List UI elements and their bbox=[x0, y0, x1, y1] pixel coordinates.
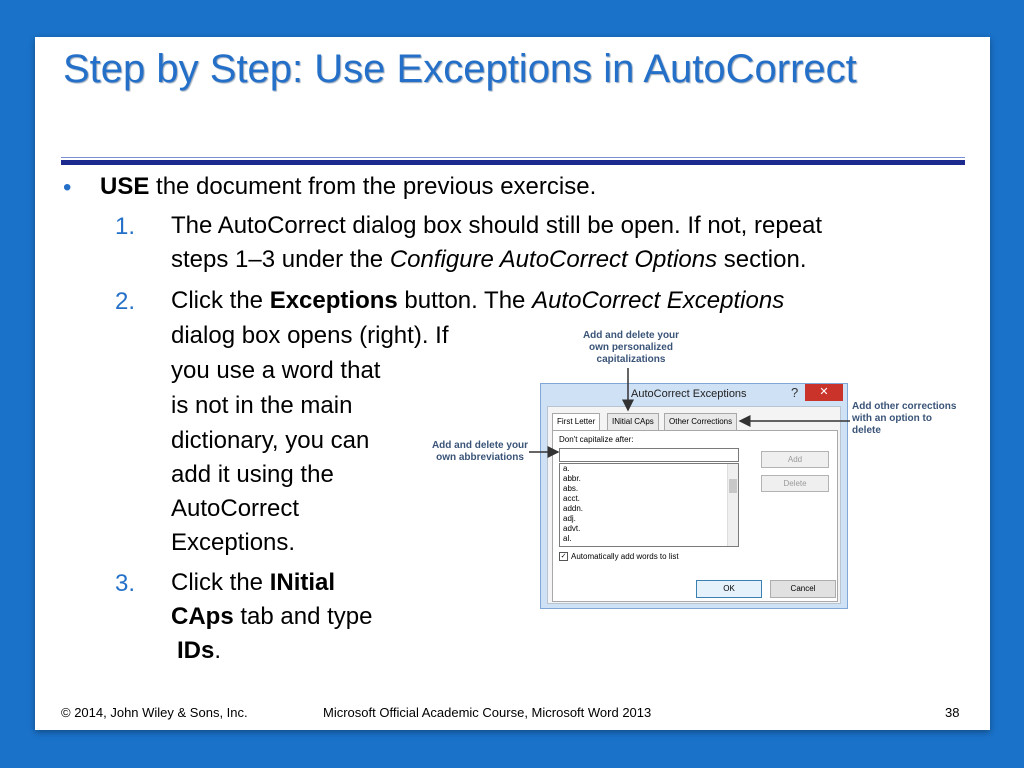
step-3-line-2-c: tab and type bbox=[233, 603, 373, 630]
step-2-line-1-a: Click the bbox=[171, 287, 270, 314]
step-2-line-3: you use a word that bbox=[171, 357, 381, 384]
bullet-rest: the document from the previous exercise. bbox=[149, 173, 597, 200]
step-2-number: 2. bbox=[115, 288, 136, 315]
tab-other-corrections[interactable]: Other Corrections bbox=[664, 413, 737, 430]
callout-left-line-2: own abbreviations bbox=[436, 452, 524, 463]
step-1-line-1: The AutoCorrect dialog box should still be open. If not, repeat bbox=[171, 212, 823, 239]
slide-title: Step by Step: Use Exceptions in AutoCorrect bbox=[63, 47, 857, 91]
step-2-line-2: dialog box opens (right). If bbox=[171, 322, 449, 349]
cancel-button[interactable]: Cancel bbox=[770, 580, 836, 598]
callout-top-line-2: own personalized bbox=[589, 342, 673, 353]
help-icon[interactable]: ? bbox=[791, 385, 799, 400]
bullet-marker: • bbox=[63, 174, 72, 201]
step-2-line-4: is not in the main bbox=[171, 392, 353, 419]
tab-initial-caps[interactable]: INitial CAps bbox=[607, 413, 659, 430]
step-1-line-2-a: steps 1–3 under the bbox=[171, 246, 390, 273]
ok-button[interactable]: OK bbox=[696, 580, 762, 598]
callout-left-line-1: Add and delete your bbox=[431, 440, 529, 451]
step-3-ids: IDs bbox=[177, 637, 215, 664]
step-3-caps: CAps bbox=[171, 603, 234, 630]
list-item[interactable]: a. bbox=[563, 464, 570, 473]
callout-right-line-3: delete bbox=[852, 425, 881, 436]
footer-copyright: © 2014, John Wiley & Sons, Inc. bbox=[61, 705, 248, 720]
step-3-period: . bbox=[214, 637, 222, 664]
callout-top-line-1: Add and delete your bbox=[582, 330, 680, 341]
dont-capitalize-label: Don't capitalize after: bbox=[559, 435, 634, 444]
callout-arrows bbox=[35, 37, 990, 730]
callout-right-line-2: with an option to bbox=[852, 413, 932, 424]
list-item[interactable]: acct. bbox=[563, 494, 580, 503]
auto-add-label: Automatically add words to list bbox=[571, 552, 679, 561]
add-button[interactable]: Add bbox=[761, 451, 829, 468]
step-3-number: 3. bbox=[115, 570, 136, 597]
list-item[interactable]: addn. bbox=[563, 504, 584, 513]
step-2-line-1-c: button. The bbox=[397, 287, 533, 314]
step-2-line-7: AutoCorrect bbox=[171, 495, 300, 522]
step-3-line-1-a: Click the bbox=[171, 569, 270, 596]
delete-button[interactable]: Delete bbox=[761, 475, 829, 492]
step-3-initial: INitial bbox=[269, 569, 336, 596]
auto-add-checkbox[interactable]: ✓ bbox=[560, 553, 567, 561]
callout-right-line-1: Add other corrections bbox=[852, 401, 957, 412]
list-item[interactable]: adj. bbox=[563, 514, 576, 523]
list-item[interactable]: al. bbox=[563, 534, 572, 543]
step-2-line-1-italic: AutoCorrect Exceptions bbox=[532, 287, 785, 314]
close-icon[interactable]: ✕ bbox=[805, 384, 843, 401]
step-1-line-2-italic: Configure AutoCorrect Options bbox=[389, 246, 718, 273]
bullet-bold: USE bbox=[100, 173, 150, 200]
list-item[interactable]: abbr. bbox=[563, 474, 581, 483]
footer-course: Microsoft Official Academic Course, Microsoft Word 2013 bbox=[323, 705, 652, 720]
list-item[interactable]: advt. bbox=[563, 524, 581, 533]
step-2-line-8: Exceptions. bbox=[171, 529, 296, 556]
step-2-exceptions: Exceptions bbox=[269, 287, 398, 314]
step-2-line-6: add it using the bbox=[171, 461, 334, 488]
list-item[interactable]: abs. bbox=[563, 484, 579, 493]
footer-page-number: 38 bbox=[945, 705, 960, 720]
step-1-line-2-b: section. bbox=[717, 246, 807, 273]
step-1-number: 1. bbox=[115, 213, 136, 240]
callout-top-line-3: capitalizations bbox=[596, 354, 666, 365]
dialog-title: AutoCorrect Exceptions bbox=[631, 388, 747, 400]
slide bbox=[35, 37, 990, 730]
tab-first-letter[interactable]: First Letter bbox=[552, 413, 600, 431]
step-2-line-5: dictionary, you can bbox=[171, 427, 370, 454]
